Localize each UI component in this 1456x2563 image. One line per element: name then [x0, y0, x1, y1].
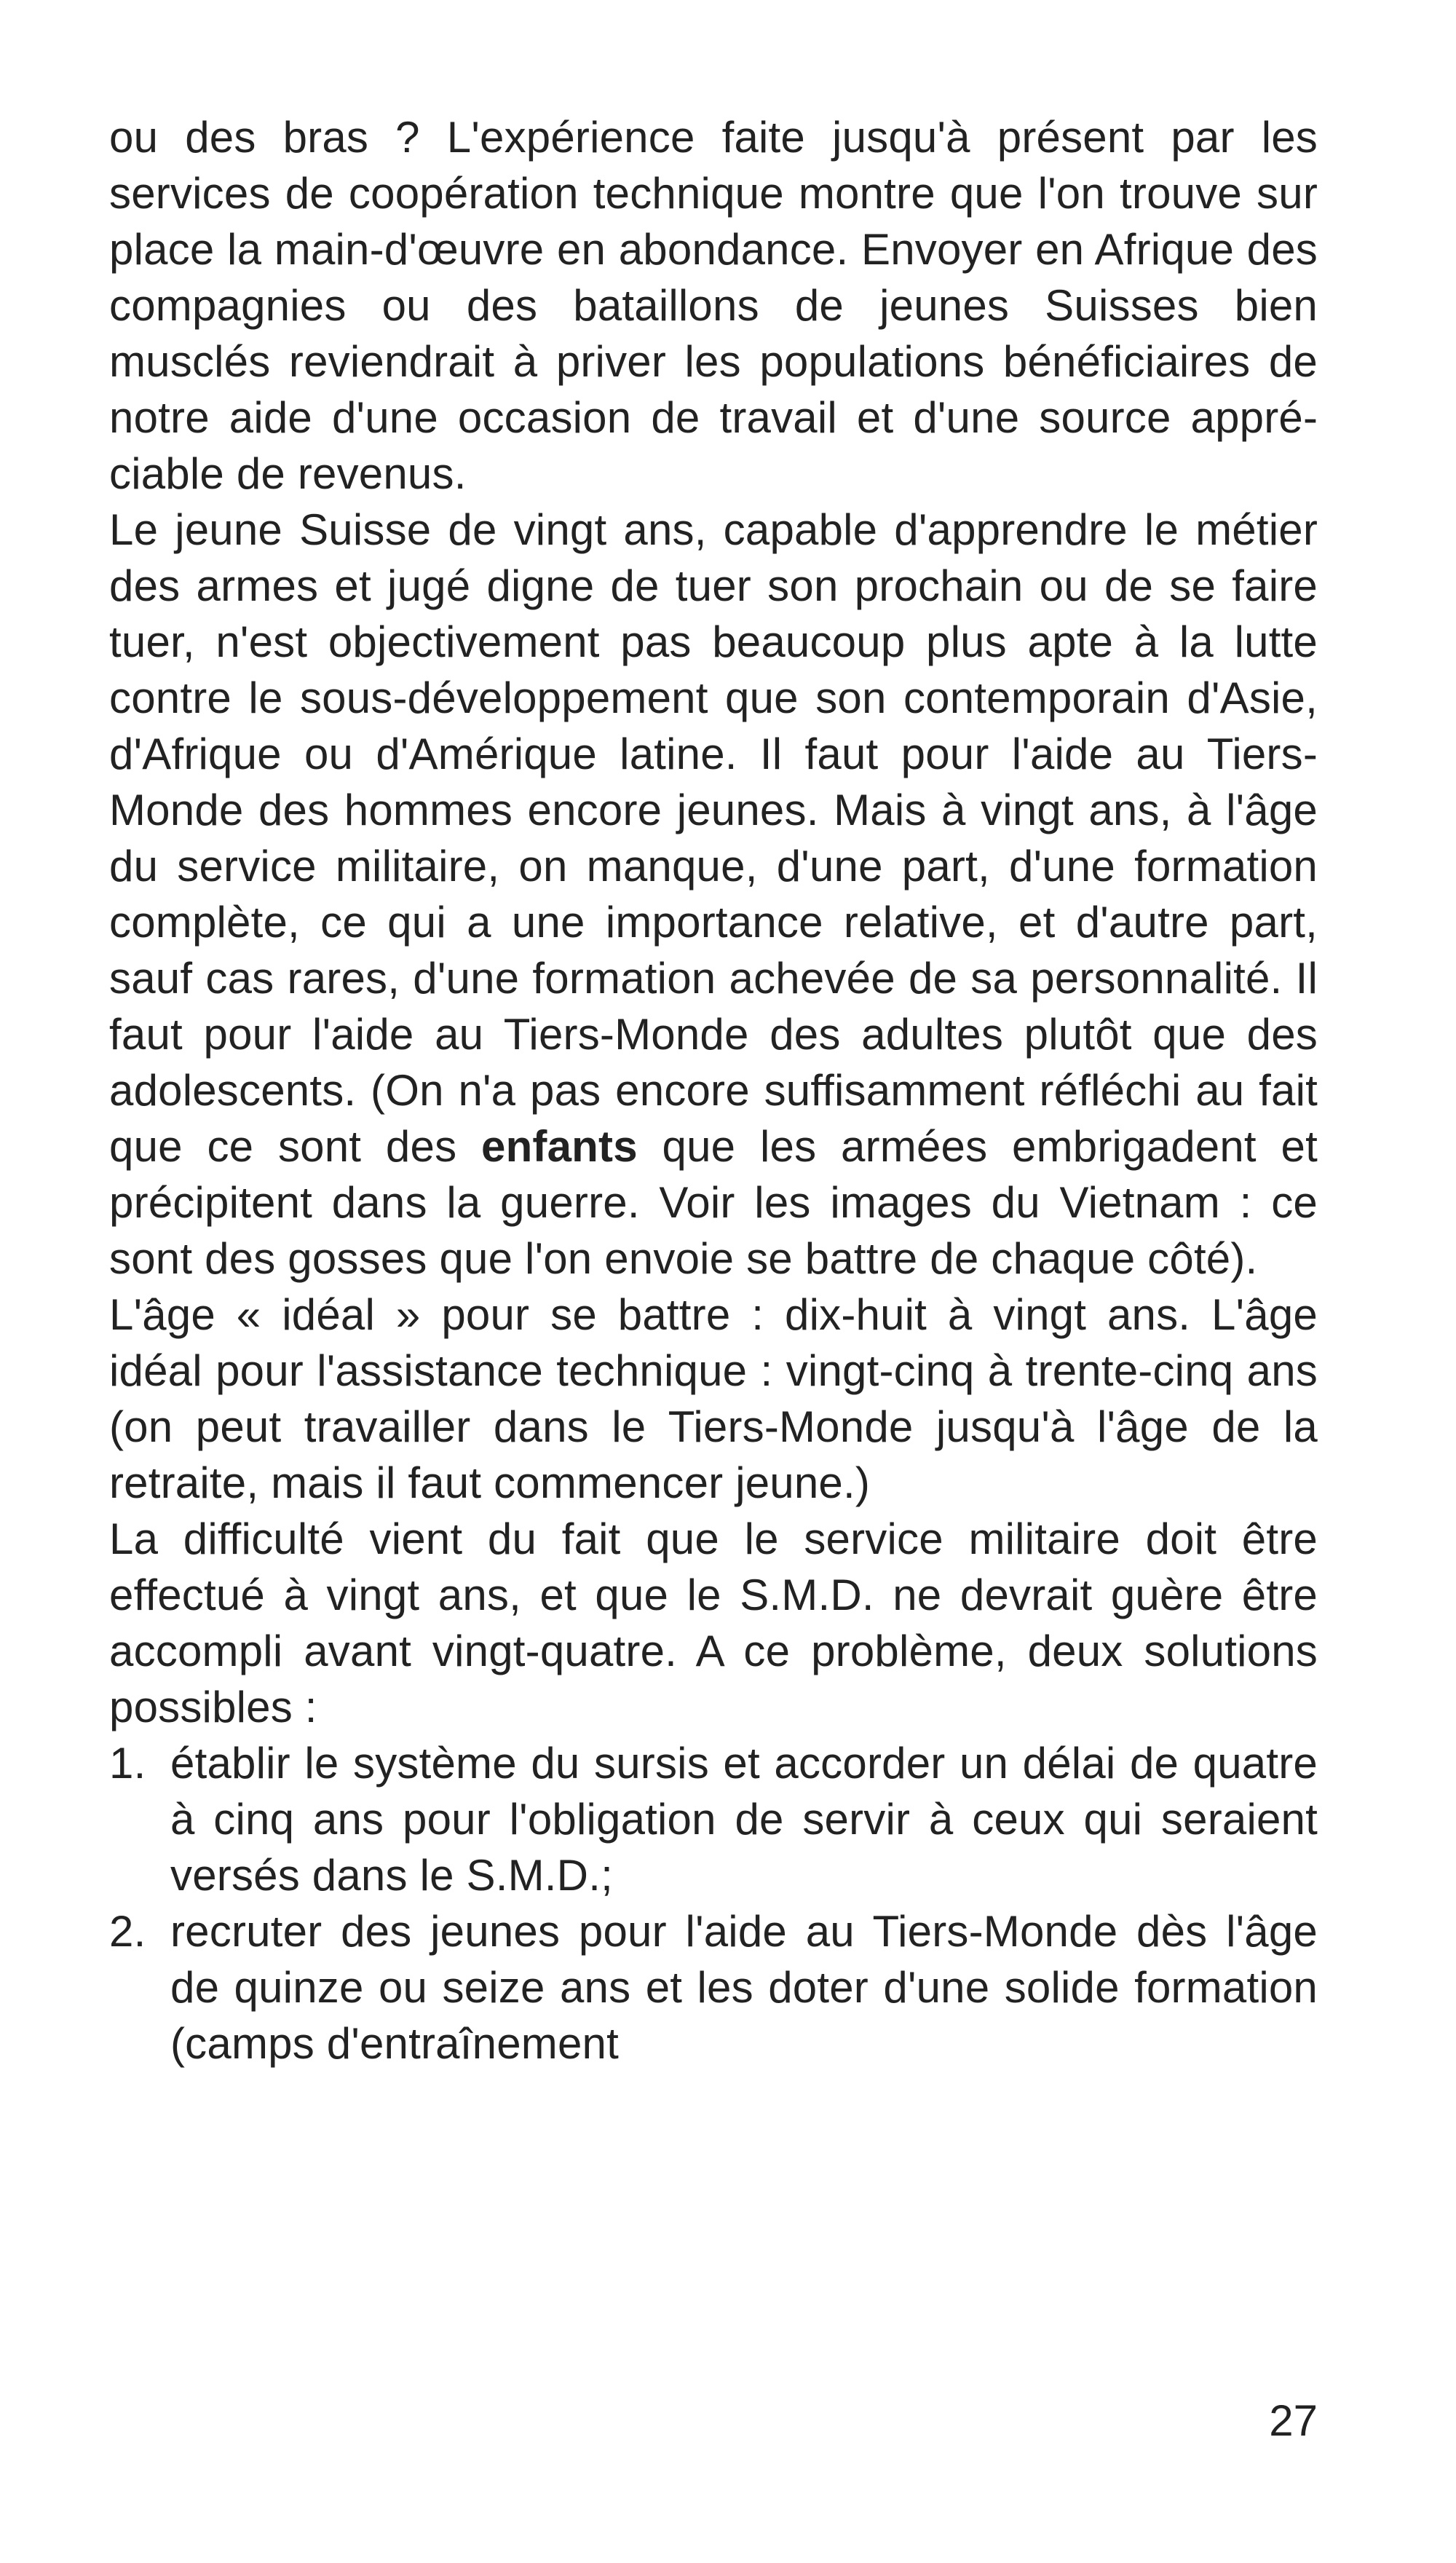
list-item-2 [109, 1903, 1318, 2072]
list-item-1-number: 1. [109, 1739, 146, 1788]
paragraph-3: L'âge « idéal » pour se battre : dix-huit à vingt ans. L'âge idéal pour l'assistance technique : vingt-cinq à trente-cinq ans (on peut travailler dans le Tiers-Monde jusqu'à l'âge de la retraite, mais il faut commencer jeune.) [109, 1290, 1318, 1507]
paragraph-2-bold-word: enfants [481, 1122, 638, 1171]
page-number: 27 [1269, 2396, 1318, 2445]
document-page [109, 109, 1318, 2483]
list-item-1-text: établir le système du sursis et accorder un délai de quatre à cinq ans pour l'obligation de servir à ceux qui seraient versés dans le S.M.D.; [170, 1739, 1318, 1900]
list-item-1 [109, 1735, 1318, 1903]
paragraph-2-text-after: que les armées embrigadent et précipitent dans la guerre. Voir les images du Vietnam : ce sont des gosses que l'on envoie se battre de chaque côté). [109, 1122, 1318, 1283]
paragraph-4: La difficulté vient du fait que le service militaire doit être effectué à vingt ans, et que le S.M.D. ne devrait guère être accompli avant vingt-quatre. A ce problème, deux solutions possibles : [109, 1514, 1318, 1731]
paragraph-2 [109, 502, 1318, 1287]
solutions-list [109, 1735, 1318, 2072]
paragraph-1: ou des bras ? L'expérience faite jusqu'à présent par les services de coopération technique montre que l'on trouve sur place la main-d'œuvre en abondance. Envoyer en Afrique des compagnies ou des bataillons de jeunes Suisses bien musclés reviendrait à priver les populations bénéficiaires de notre aide d'une occasion de travail et d'une source appréciable de revenus. [109, 113, 1318, 498]
list-item-2-number: 2. [109, 1907, 146, 1956]
paragraph-2-text-before: Le jeune Suisse de vingt ans, capable d'apprendre le métier des armes et jugé digne de tuer son prochain ou de se faire tuer, n'est objectivement pas beaucoup plus apte à la lutte contre le sous-développement que son contemporain d'Asie, d'Afrique ou d'Amérique latine. Il faut pour l'aide au Tiers-Monde des hommes encore jeunes. Mais à vingt ans, à l'âge du service militaire, on manque, d'une part, d'une formation complète, ce qui a une importance relative, et d'autre part, sauf cas rares, d'une formation achevée de sa personnalité. Il faut pour l'aide au Tiers-Monde des adultes plutôt que des adolescents. (On n'a pas encore suffisamment réfléchi au fait que ce sont des [109, 505, 1318, 1171]
list-item-2-text: recruter des jeunes pour l'aide au Tiers-Monde dès l'âge de quinze ou seize ans et les doter d'une solide formation (camps d'entraînement [170, 1907, 1318, 2068]
